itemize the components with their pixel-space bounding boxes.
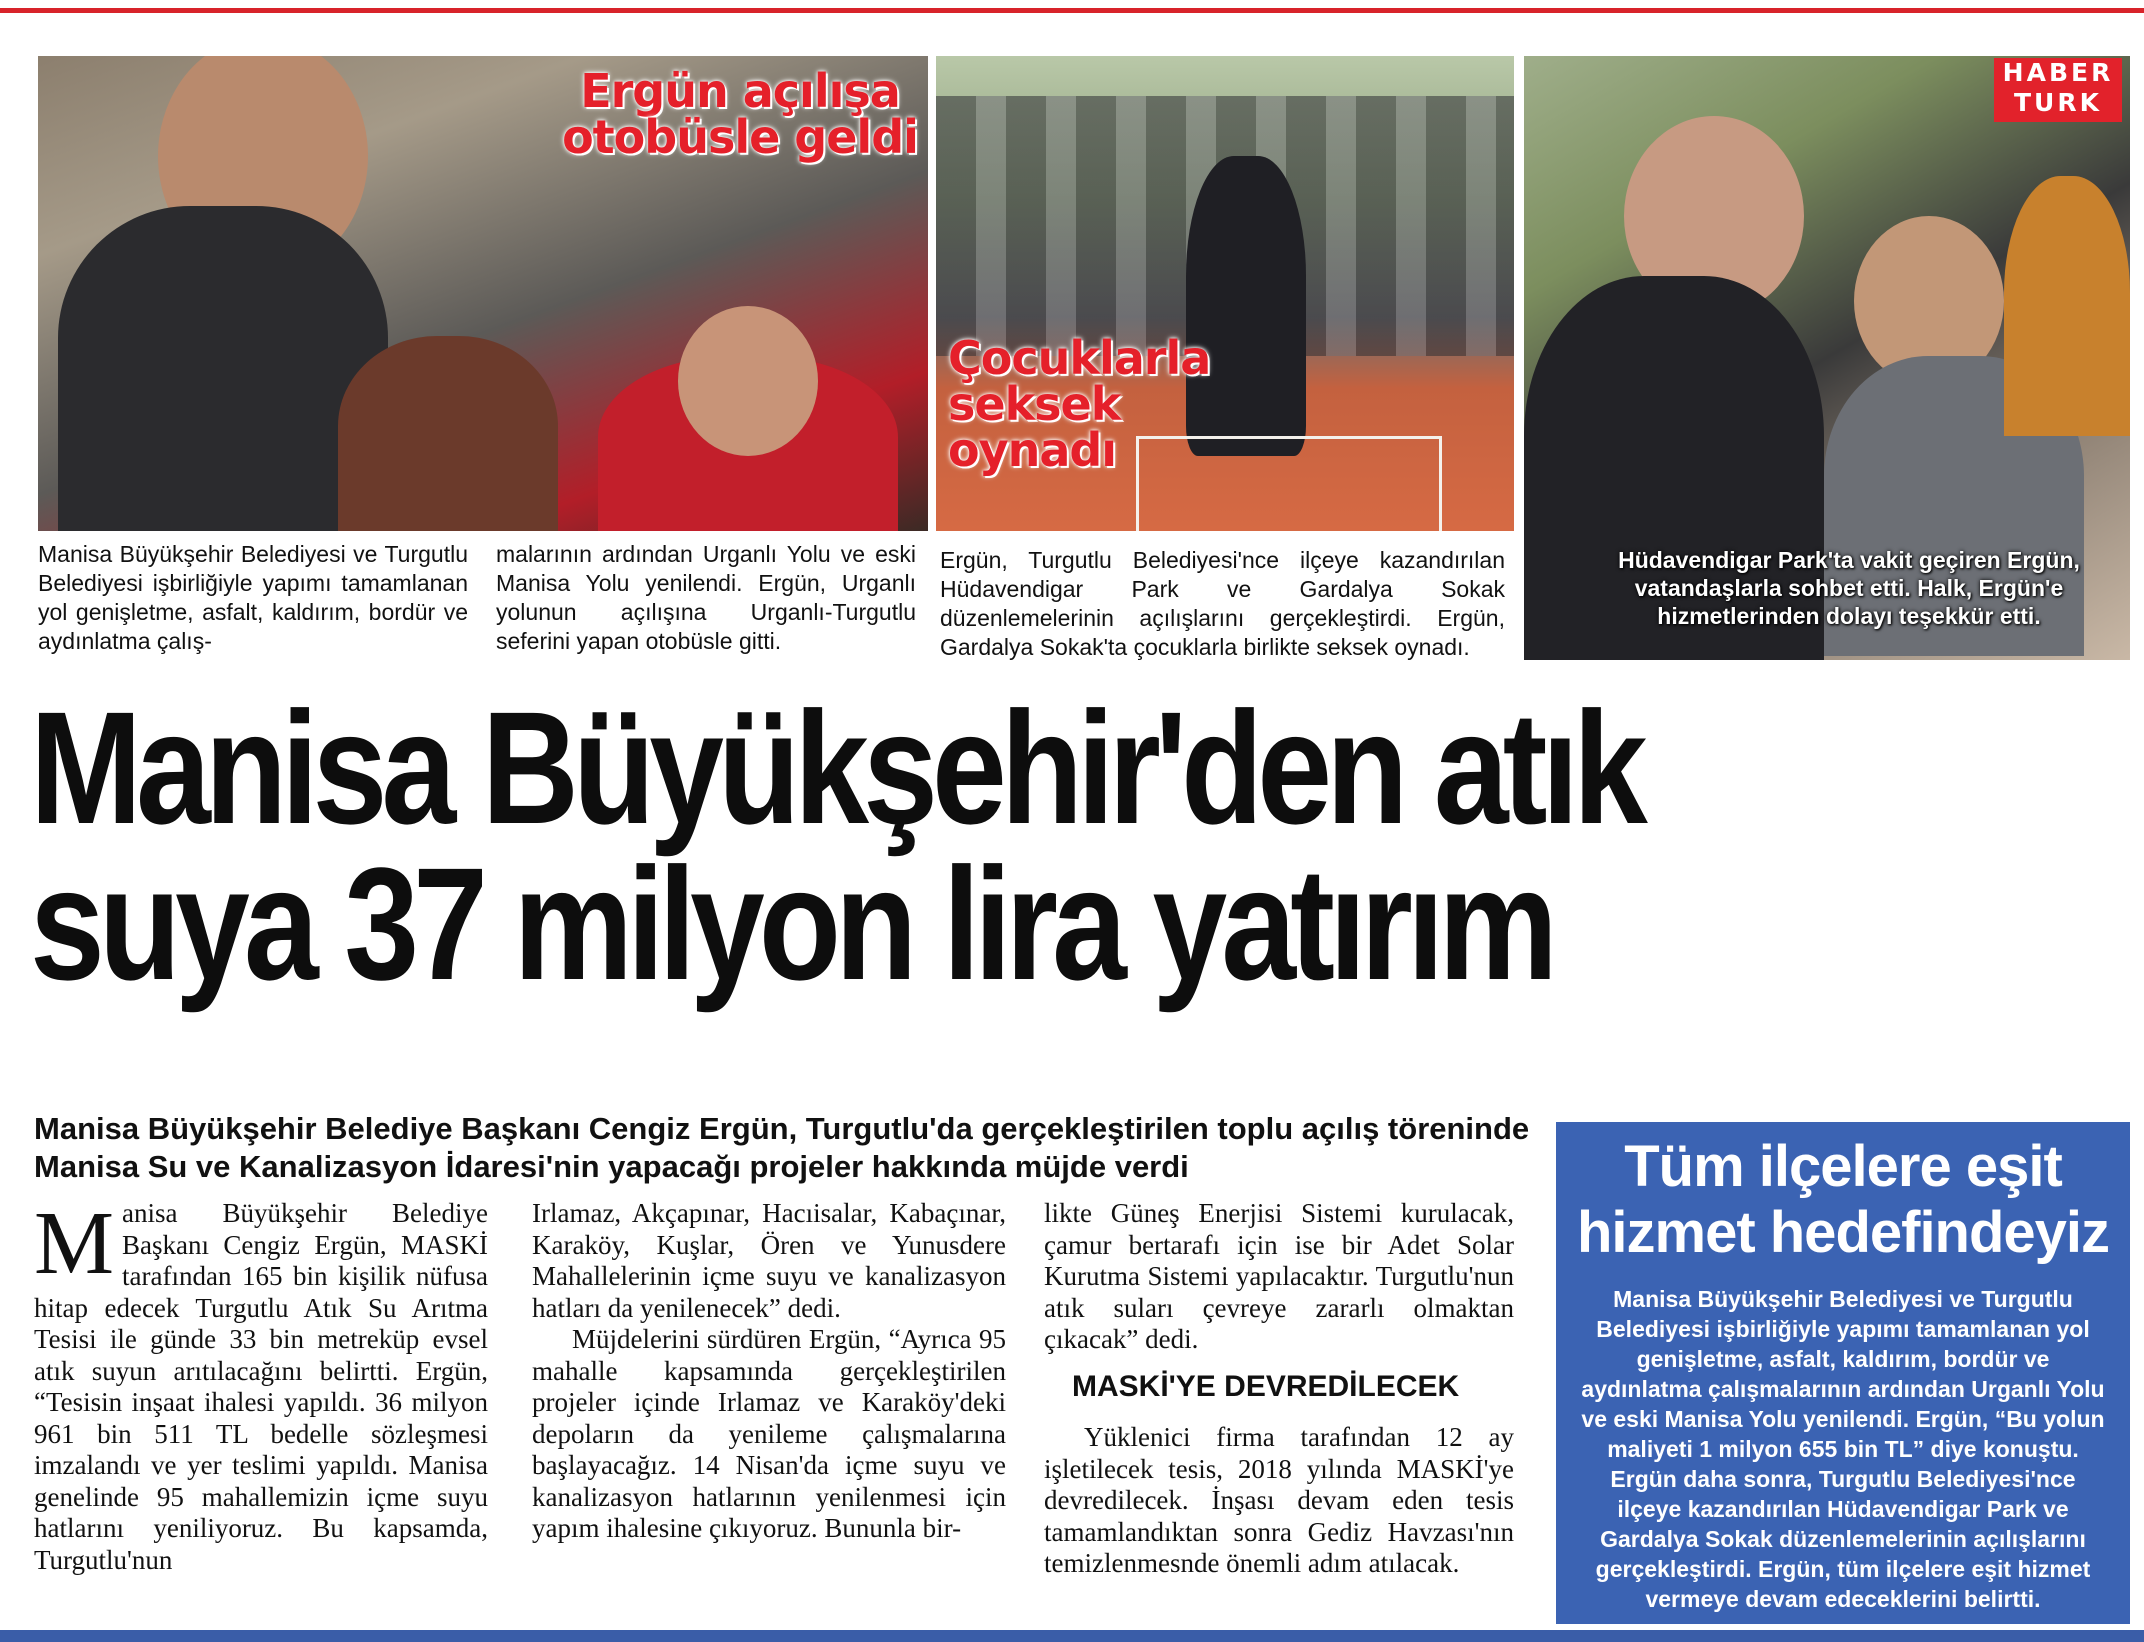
column-2-paragraph-2: Müjdelerini sürdüren Ergün, “Ayrıca 95 mahalle kapsamında gerçekleştirilen projeler içinde Irlamaz ve Karaköy'deki depoların da yenileme çalışmalarına başlayacağız. 14 Nisan'da içme suyu ve kanalizasyon hatlarının yenilenmesi için yapım ihalesine çıkıyoruz. Bununla bir-	[532, 1324, 1006, 1543]
section-title: MASKİ'YE DEVREDİLECEK	[1072, 1370, 1460, 1403]
headline-line-1: Manisa Büyükşehir'den atık	[30, 678, 1642, 857]
photo-park-caption: Hüdavendigar Park'ta vakit geçiren Ergün, vatandaşlarla sohbet etti. Halk, Ergün'e hizmetlerinden dolayı teşekkür etti.	[1618, 547, 2080, 629]
article-column-2	[532, 1198, 1006, 1545]
column-3-paragraph-1: likte Güneş Enerjisi Sistemi kurulacak, çamur bertarafı için ise bir Adet Solar Kurutma Sistemi yapılacaktır. Turgutlu'nun atık suları çevreye zararlı olmaktan çıkacak” dedi.	[1044, 1198, 1514, 1354]
headline-line-2: suya 37 milyon lira yatırım	[30, 834, 1553, 1013]
sidebar-box	[1556, 1122, 2130, 1624]
drop-cap: M	[34, 1194, 115, 1293]
column-2-paragraph-1: Irlamaz, Akçapınar, Hacıisalar, Kabaçınar, Karaköy, Kuşlar, Ören ve Yunusdere Mahallelerinin içme suyu ve kanalizasyon hatları da yenilenecek” dedi.	[532, 1198, 1006, 1323]
photo-hopscotch-caption: Ergün, Turgutlu Belediyesi'nce ilçeye kazandırılan Hüdavendigar Park ve Gardalya Sokak düzenlemelerinin açılışlarını gerçekleştirdi. Ergün, Gardalya Sokak'ta çocuklarla birlikte seksek oynadı.	[940, 547, 1505, 660]
logo-line-1: HABER	[2002, 58, 2114, 87]
column-1-text: anisa Büyükşehir Belediye Başkanı Cengiz Ergün, MASKİ tarafından 165 bin kişilik nüfusa hitap edecek Turgutlu Atık Su Arıtma Tesisi ile günde 33 bin metreküp evsel atık suyun arıtılacağını belirtti. Ergün, “Tesisin inşaat ihalesi yapıldı. 36 milyon 961 bin 511 TL bedelle sözleşmesi imzalandı ve yer teslimi yapıldı. Manisa genelinde 95 mahallemizin içme suyu hatlarını yeniliyoruz. Bu kapsamda, Turgutlu'nun	[34, 1198, 488, 1575]
sub-headline: Manisa Büyükşehir Belediye Başkanı Cengiz Ergün, Turgutlu'da gerçekleştirilen toplu açılış töreninde Manisa Su ve Kanalizasyon İdaresi'nin yapacağı projeler hakkında müjde verdi	[34, 1111, 1530, 1184]
haberturk-logo	[1994, 58, 2122, 122]
main-headline	[30, 678, 1786, 1013]
logo-line-2: TURK	[2014, 88, 2102, 117]
bottom-rule	[0, 1630, 2144, 1642]
article-column-1	[34, 1194, 488, 1576]
photo-bus-caption-1: Manisa Büyükşehir Belediyesi ve Turgutlu Belediyesi işbirliğiyle yapımı tamamlanan yol genişletme, asfalt, kaldırım, bordür ve aydınlatma çalış-	[38, 541, 468, 654]
photo-bus-caption-2: malarının ardından Urganlı Yolu ve eski Manisa Yolu yenilendi. Ergün, Urganlı yolunun açılışına Urganlı-Turgutlu seferini yapan otobüsle gitti.	[496, 541, 916, 654]
sidebar-text: Manisa Büyükşehir Belediyesi ve Turgutlu Belediyesi işbirliğiyle yapımı tamamlanan yol genişletme, asfalt, kaldırım, bordür ve aydınlatma çalışmalarının ardından Urganlı Yolu ve eski Manisa Yolu yenilendi. Ergün, “Bu yolun maliyeti 1 milyon 655 bin TL” diye konuştu. Ergün daha sonra, Turgutlu Belediyesi'nce ilçeye kazandırılan Hüdavendigar Park ve Gardalya Sokak düzenlemelerinin açılışlarını gerçekleştirdi. Ergün, tüm ilçelere eşit hizmet vermeye devam edeceklerini belirtti.	[1581, 1286, 2105, 1612]
column-3-paragraph-2: Yüklenici firma tarafından 12 ay işletilecek tesis, 2018 yılında MASKİ'ye devredilecek. İnşası devam eden tesis tamamlandıktan sonra Gediz Havzası'nın temizlenmesnde önemli adım atılacak.	[1044, 1422, 1514, 1578]
article-column-3	[1044, 1198, 1514, 1356]
top-rule	[0, 8, 2144, 13]
photo-hopscotch-headline: Çocuklarla seksek oynadı	[948, 331, 1211, 477]
girl-shape	[338, 336, 558, 531]
photo-bus-headline: Ergün açılışa otobüsle geldi	[562, 64, 918, 164]
headscarf-woman-shape	[2004, 176, 2130, 436]
woman-face-shape	[678, 306, 818, 456]
sidebar-title: Tüm ilçelere eşit hizmet hedefindeyiz	[1576, 1134, 2110, 1265]
